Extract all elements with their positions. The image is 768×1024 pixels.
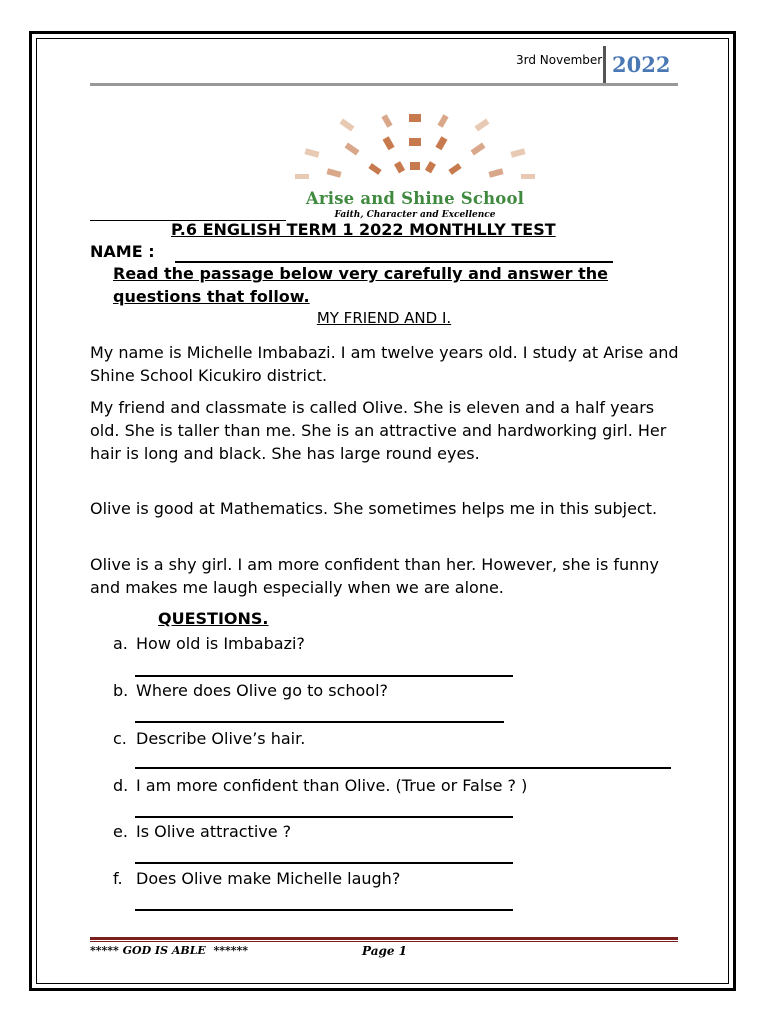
- question-b: [113, 681, 388, 700]
- question-letter: a.: [113, 634, 128, 653]
- paragraph-3: Olive is good at Mathematics. She sometimes helps me in this subject.: [90, 499, 658, 518]
- school-logo: [285, 110, 545, 222]
- question-c: [113, 729, 305, 748]
- question-f: [113, 869, 400, 888]
- question-letter: f.: [113, 869, 123, 888]
- question-letter: d.: [113, 776, 129, 795]
- header-divider: [603, 46, 606, 84]
- question-letter: c.: [113, 729, 127, 748]
- paragraph-2: My friend and classmate is called Olive. She is eleven and a half years old. She is taller than me. She is an attractive and hardworking girl. Her hair is long and black. She has large round eyes.: [90, 398, 667, 463]
- header-date: 3rd November: [516, 53, 603, 67]
- header-year: 2022: [612, 52, 671, 77]
- paragraph-1: My name is Michelle Imbabazi. I am twelve years old. I study at Arise and Shine School Kicukiro district.: [90, 343, 679, 385]
- question-letter: b.: [113, 681, 129, 700]
- answer-line-b[interactable]: [135, 721, 504, 723]
- story-title: MY FRIEND AND I.: [316, 309, 452, 327]
- page-number: Page 1: [362, 944, 408, 958]
- answer-line-e[interactable]: [135, 862, 513, 864]
- question-text: Does Olive make Michelle laugh?: [136, 869, 401, 888]
- logo-tagline: Faith, Character and Excellence: [334, 210, 496, 220]
- instruction-text: Read the passage below very carefully and answer the questions that follow.: [113, 264, 608, 306]
- logo-school-name: Arise and Shine School: [305, 189, 525, 208]
- question-text: Is Olive attractive ?: [136, 822, 292, 841]
- answer-line-a[interactable]: [135, 675, 513, 677]
- header-rule: [90, 83, 678, 86]
- answer-line-d[interactable]: [135, 816, 513, 818]
- question-a: [113, 634, 305, 653]
- question-d: [113, 776, 527, 795]
- question-text: How old is Imbabazi?: [136, 634, 305, 653]
- question-text: Describe Olive’s hair.: [136, 729, 306, 748]
- paragraph-4: Olive is a shy girl. I am more confident than her. However, she is funny and makes me laugh especially when we are alone.: [90, 555, 659, 597]
- question-text: Where does Olive go to school?: [136, 681, 389, 700]
- name-label: NAME :: [90, 242, 155, 261]
- question-e: [113, 822, 291, 841]
- sunburst-logo-icon: [285, 110, 545, 190]
- test-title: P.6 ENGLISH TERM 1 2022 MONTHLLY TEST: [171, 220, 556, 239]
- questions-heading: QUESTIONS.: [158, 609, 269, 628]
- answer-line-f[interactable]: [135, 909, 513, 911]
- answer-line-c[interactable]: [135, 767, 671, 769]
- footer-motto: ***** GOD IS ABLE ******: [90, 944, 248, 957]
- question-text: I am more confident than Olive. (True or False ? ): [136, 776, 528, 795]
- footer-rule-thin: [90, 941, 678, 942]
- question-letter: e.: [113, 822, 128, 841]
- footer-rule: [90, 937, 678, 940]
